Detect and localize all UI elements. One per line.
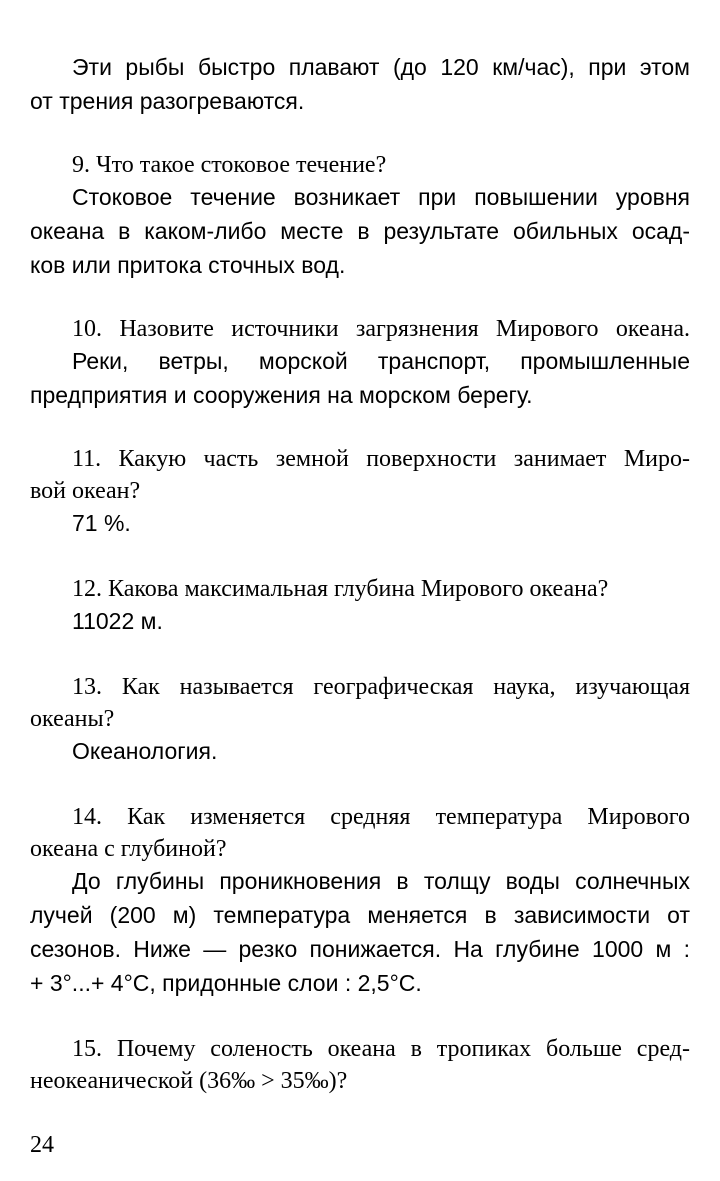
answer-line: предприятия и сооружения на морском берегу. (30, 382, 533, 408)
answer-line: + 3°...+ 4°С, придонные слои : 2,5°С. (30, 970, 422, 996)
question-line: 10. Назовите источники загрязнения Мирового океана. (72, 316, 690, 342)
page-number: 24 (30, 1132, 54, 1158)
answer-line: Стоковое течение возникает при повышении уровня (72, 184, 690, 210)
question-line: 15. Почему соленость океана в тропиках больше сред- (72, 1036, 690, 1062)
answer-line: До глубины проникновения в толщу воды солнечных (72, 868, 690, 894)
answer-line: 11022 м. (72, 608, 163, 634)
question-line: вой океан? (30, 478, 141, 504)
answer-line: от трения разогреваются. (30, 88, 305, 114)
answer-line: ков или притока сточных вод. (30, 252, 346, 278)
answer-line: сезонов. Ниже — резко понижается. На глубине 1000 м : (30, 936, 690, 962)
question-line: океана с глубиной? (30, 836, 227, 862)
question-line: океаны? (30, 706, 115, 732)
question-line: 11. Какую часть земной поверхности занимает Миро- (72, 446, 690, 472)
question-line: 13. Как называется географическая наука, изучающая (72, 674, 690, 700)
answer-line: океана в каком-либо месте в результате обильных осад- (30, 218, 690, 244)
question-line: 12. Какова максимальная глубина Мирового океана? (72, 576, 609, 602)
question-line: 14. Как изменяется средняя температура Мирового (72, 804, 690, 830)
answer-line: Океанология. (72, 738, 218, 764)
question-line: 9. Что такое стоковое течение? (72, 152, 387, 178)
question-line: неокеанической (36‰ > 35‰)? (30, 1068, 348, 1094)
answer-line: Реки, ветры, морской транспорт, промышленные (72, 348, 690, 374)
answer-line: 71 %. (72, 510, 131, 536)
answer-line: лучей (200 м) температура меняется в зависимости от (30, 902, 690, 928)
answer-line: Эти рыбы быстро плавают (до 120 км/час), при этом (72, 54, 690, 80)
